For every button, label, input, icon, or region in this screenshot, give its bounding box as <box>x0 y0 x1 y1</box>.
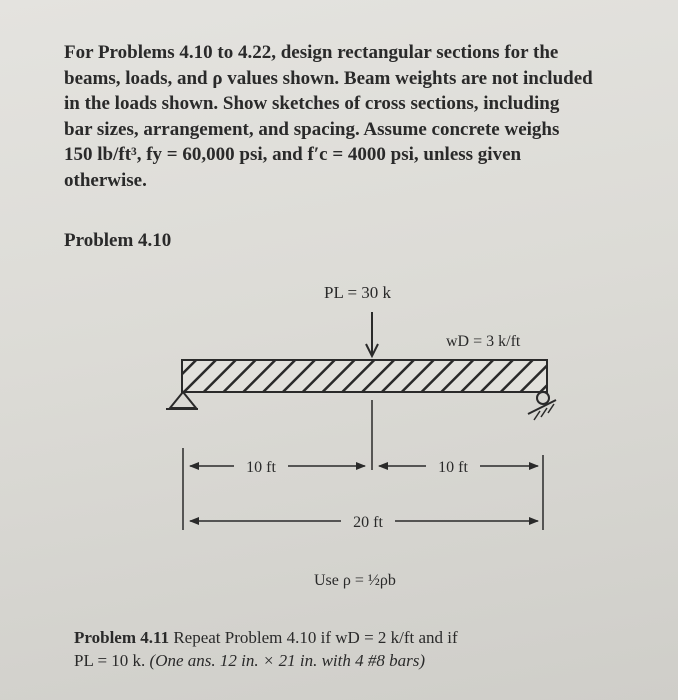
problem-410-heading: Problem 4.10 <box>64 230 172 251</box>
problem-411-line1: Repeat Problem 4.10 if wD = 2 k/ft and if <box>173 628 458 647</box>
problem-411-line2a: PL = 10 k. <box>74 651 150 670</box>
use-rho-label: Use ρ = ½ρb <box>314 572 396 589</box>
point-load-label: PL = 30 k <box>324 283 392 302</box>
roller-support <box>537 392 549 404</box>
dim-total-label: 20 ft <box>353 514 383 531</box>
pin-support <box>170 392 196 408</box>
instruction-line: For Problems 4.10 to 4.22, design rectangular sections for the <box>64 42 559 63</box>
instruction-line: in the loads shown. Show sketches of cross sections, including <box>64 93 560 115</box>
problem-411-title: Problem 4.11 <box>74 628 170 647</box>
instruction-line: 150 lb/ft³, fy = 60,000 psi, and f′c = 4000 psi, unless given <box>64 144 522 166</box>
instruction-line: bar sizes, arrangement, and spacing. Assume concrete weighs <box>64 118 560 140</box>
distributed-load-label: wD = 3 k/ft <box>446 333 521 350</box>
dim-right-label: 10 ft <box>438 459 468 476</box>
instruction-line: beams, loads, and ρ values shown. Beam weights are not included <box>64 67 593 89</box>
problem-411 <box>74 626 664 672</box>
dim-left-label: 10 ft <box>246 459 276 476</box>
instruction-line: otherwise. <box>64 169 147 191</box>
problem-411-answer: (One ans. 12 in. × 21 in. with 4 #8 bars) <box>149 651 425 670</box>
beam <box>182 360 547 392</box>
